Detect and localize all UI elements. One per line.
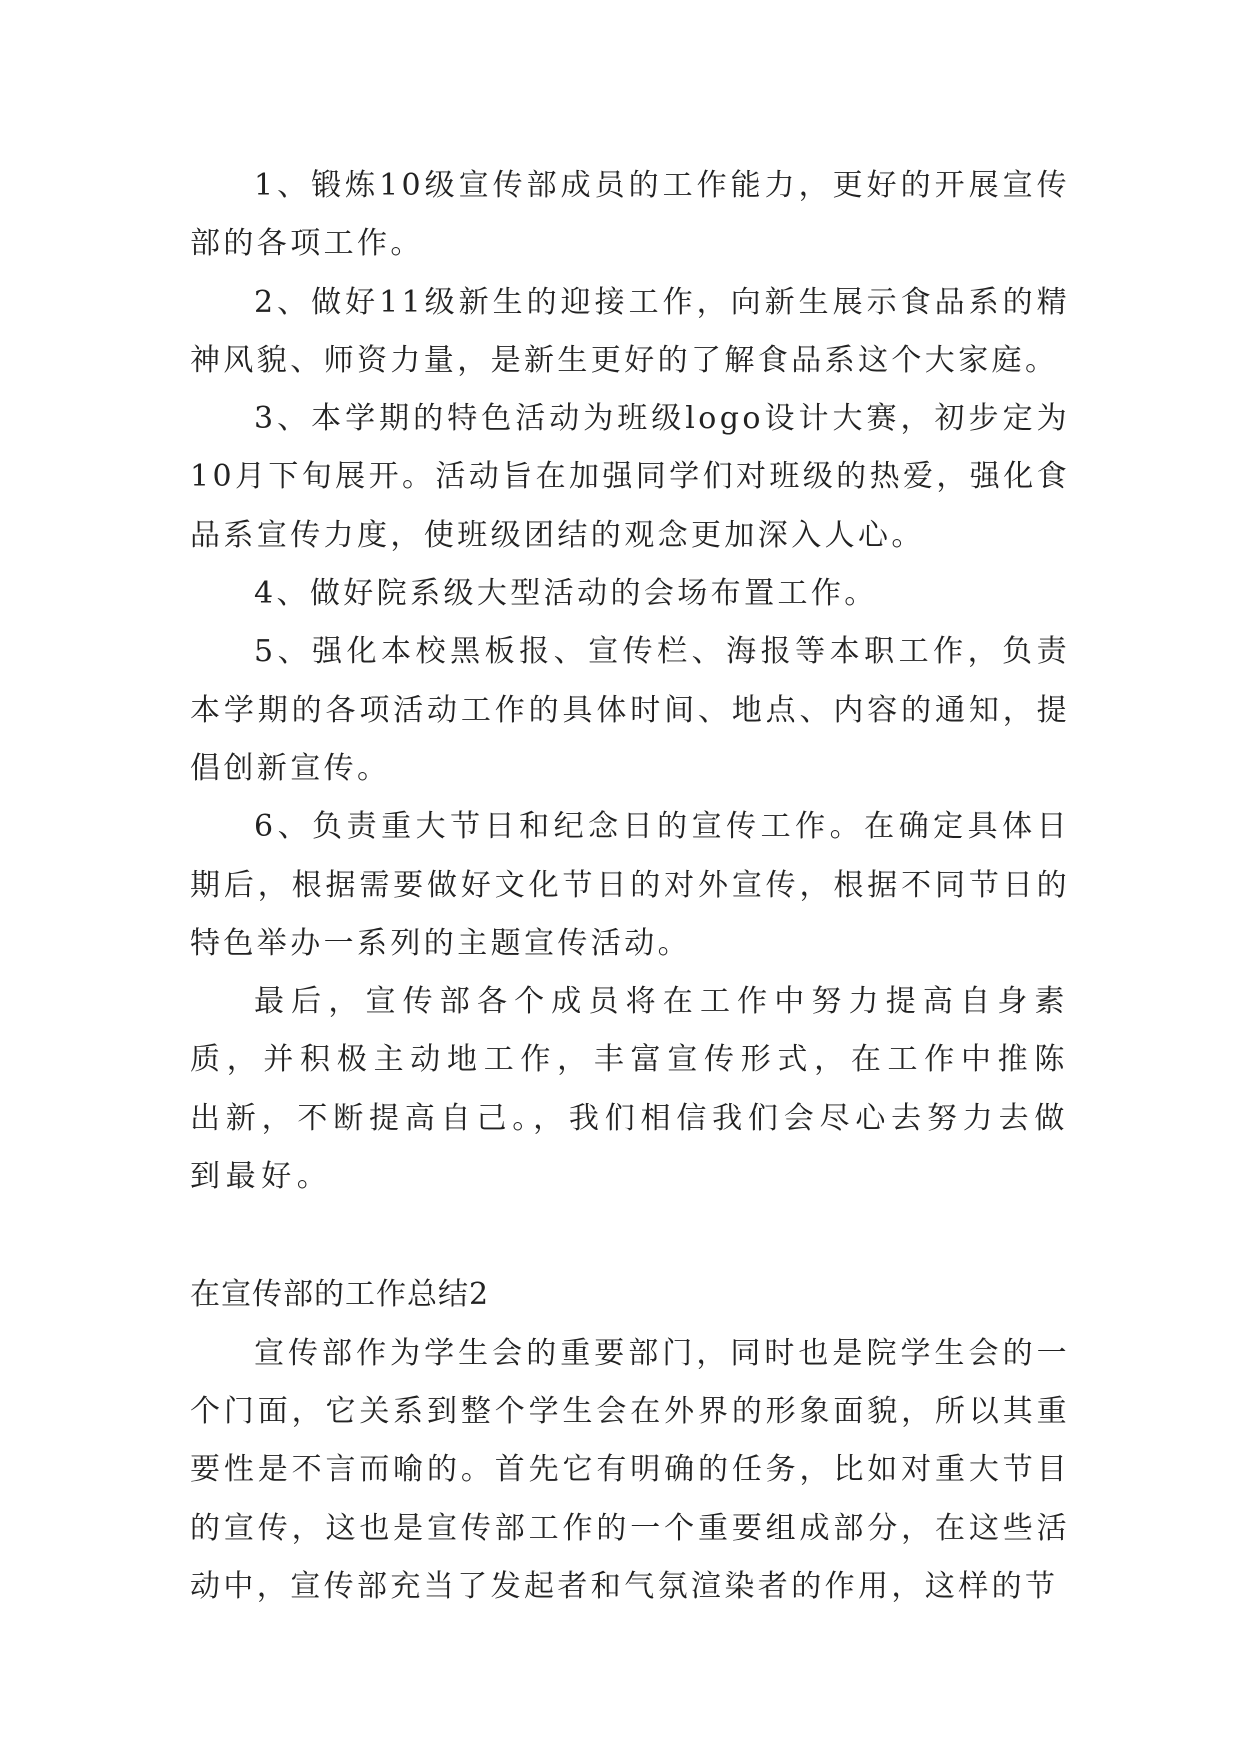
document-body <box>190 157 1070 1616</box>
list-item: 3、本学期的特色活动为班级logo设计大赛，初步定为10月下旬展开。活动旨在加强同学们对班级的热爱，强化食品系宣传力度，使班级团结的观念更加深入人心。 <box>190 401 1070 553</box>
list-item: 4、做好院系级大型活动的会场布置工作。 <box>254 576 878 612</box>
closing-paragraph: 最后，宣传部各个成员将在工作中努力提高自身素质，并积极主动地工作，丰富宣传形式，在工作中推陈出新，不断提高自己。，我们相信我们会尽心去努力去做到最好。 <box>190 984 1070 1195</box>
list-item: 6、负责重大节日和纪念日的宣传工作。在确定具体日期后，根据需要做好文化节日的对外宣传，根据不同节日的特色举办一系列的主题宣传活动。 <box>190 809 1070 961</box>
list-item: 2、做好11级新生的迎接工作，向新生展示食品系的精神风貌、师资力量，是新生更好的了解食品系这个大家庭。 <box>190 284 1070 378</box>
list-item: 5、强化本校黑板报、宣传栏、海报等本职工作，负责本学期的各项活动工作的具体时间、地点、内容的通知，提倡创新宣传。 <box>190 634 1070 786</box>
section-title: 在宣传部的工作总结2 <box>190 1277 490 1313</box>
section-paragraph: 宣传部作为学生会的重要部门，同时也是院学生会的一个门面，它关系到整个学生会在外界的形象面貌，所以其重要性是不言而喻的。首先它有明确的任务，比如对重大节目的宣传，这也是宣传部工作的一个重要组成部分，在这些活动中，宣传部充当了发起者和气氛渲染者的作用，这样的节 <box>190 1335 1070 1604</box>
list-item: 1、锻炼10级宣传部成员的工作能力，更好的开展宣传部的各项工作。 <box>190 168 1070 262</box>
